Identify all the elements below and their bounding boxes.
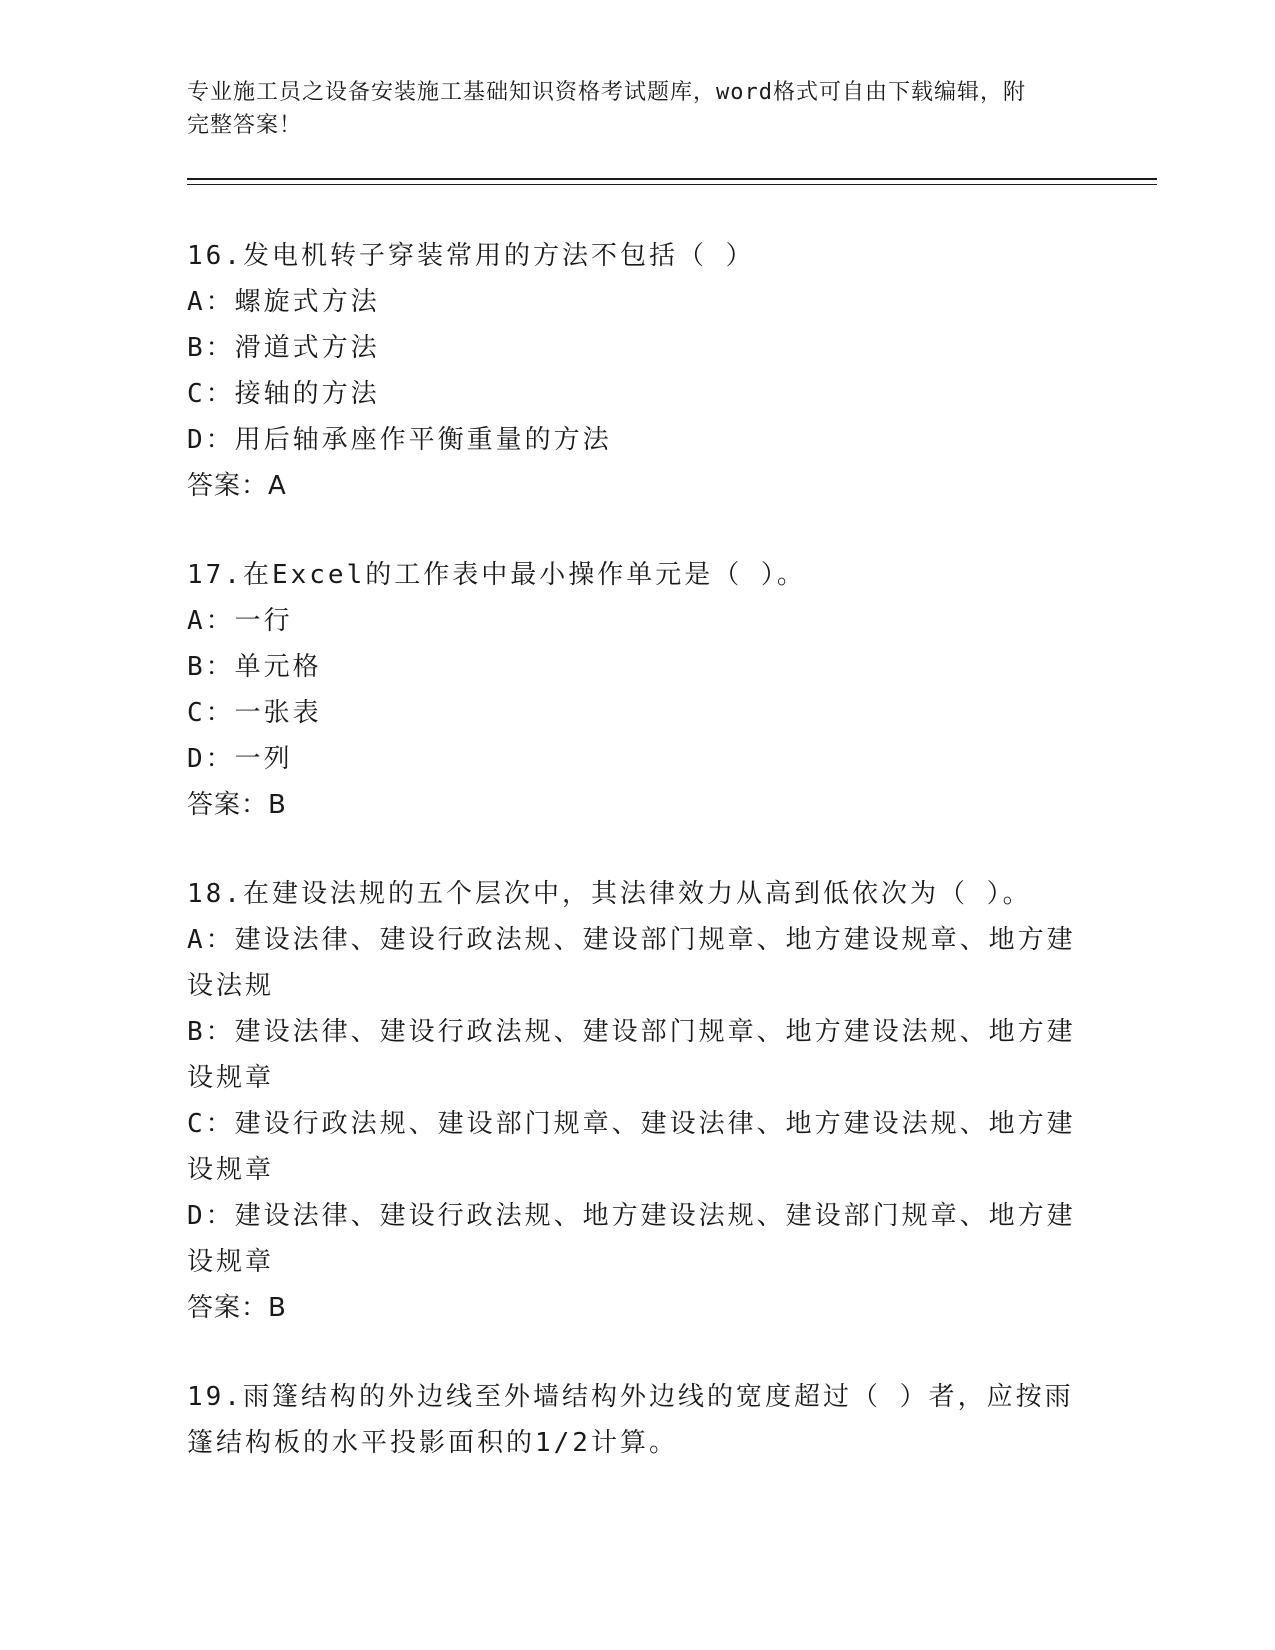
- answer-line: 答案：B: [187, 790, 287, 820]
- option-d: D：一列: [187, 744, 293, 774]
- answer-line: 答案：B: [187, 1293, 287, 1323]
- answer-line: 答案：A: [187, 471, 287, 501]
- question-list: [187, 233, 1077, 1509]
- question-stem: 17.在Excel的工作表中最小操作单元是（ ）。: [187, 560, 806, 590]
- question-stem: 16.发电机转子穿装常用的方法不包括（ ）: [187, 241, 755, 271]
- question-18: [187, 871, 1077, 1331]
- option-b: B：滑道式方法: [187, 333, 380, 363]
- question-16: [187, 233, 1077, 509]
- option-c: C：接轴的方法: [187, 379, 380, 409]
- option-b: B：建设法律、建设行政法规、建设部门规章、地方建设法规、地方建设规章: [187, 1017, 1076, 1093]
- option-b: B：单元格: [187, 652, 322, 682]
- document-page: [187, 0, 1157, 1650]
- document-header: 专业施工员之设备安装施工基础知识资格考试题库，word格式可自由下载编辑，附完整答案！: [187, 80, 1026, 138]
- option-d: D：用后轴承座作平衡重量的方法: [187, 425, 612, 455]
- option-d: D：建设法律、建设行政法规、地方建设法规、建设部门规章、地方建设规章: [187, 1201, 1076, 1277]
- question-stem: 19.雨篷结构的外边线至外墙结构外边线的宽度超过（ ）者，应按雨篷结构板的水平投影面积的1/2计算。: [187, 1382, 1074, 1458]
- question-stem: 18.在建设法规的五个层次中，其法律效力从高到低依次为（ ）。: [187, 879, 1032, 909]
- option-c: C：建设行政法规、建设部门规章、建设法律、地方建设法规、地方建设规章: [187, 1109, 1076, 1185]
- header-divider-thin: [187, 184, 1157, 185]
- header-divider-thick: [187, 178, 1157, 180]
- option-a: A：螺旋式方法: [187, 287, 380, 317]
- option-a: A：建设法律、建设行政法规、建设部门规章、地方建设规章、地方建设法规: [187, 925, 1076, 1001]
- option-a: A：一行: [187, 606, 293, 636]
- question-17: [187, 552, 1077, 828]
- option-c: C：一张表: [187, 698, 322, 728]
- question-19: [187, 1374, 1077, 1466]
